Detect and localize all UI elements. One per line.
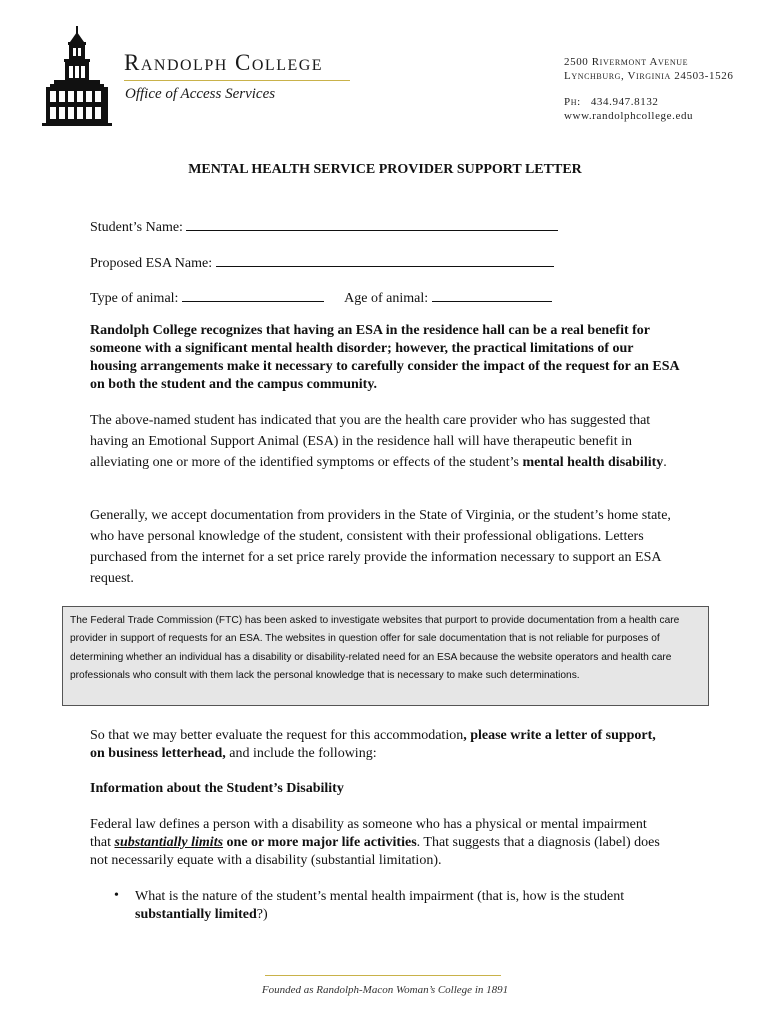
documentation-paragraph: Generally, we accept documentation from providers in the State of Virginia, or the student’s home state, who have personal knowledge of the student, consistent with their professional obligations. Letters purchased from the internet for a set price rarely provide the information necessary to support an ESA request. [90, 508, 671, 586]
bullet-end: ?) [256, 907, 268, 922]
office-name: Office of Access Services [125, 86, 276, 102]
federal-law-bold: one or more major life activities [223, 835, 417, 850]
college-name: Randolph College [124, 50, 324, 75]
esa-name-field[interactable] [90, 252, 554, 272]
request-bold: , please write a letter of support, on business letterhead, [90, 728, 656, 761]
federal-law-paragraph [90, 816, 660, 870]
bullet-item [135, 888, 695, 924]
website[interactable]: www.randolphcollege.edu [564, 110, 694, 122]
esa-name-label: Proposed ESA Name: [90, 256, 213, 271]
request-paragraph [90, 727, 660, 763]
substantially-limits-text: substantially limits [114, 835, 224, 850]
bullet-dot: • [114, 888, 119, 903]
ftc-notice-text: The Federal Trade Commission (FTC) has been asked to investigate websites that purport to provide documentation from a health care provider in support of requests for an ESA. The websites in question offer for sale documentation that is not reliable for purposes of determining whether an individual has a disability or disability-related need for an ESA because the website operators and health care professionals who consult with them lack the personal knowledge that is necessary to make such determinations. [70, 615, 680, 682]
provider-paragraph-end: . [663, 455, 667, 470]
footer-rule [265, 975, 501, 976]
federal-law-text: Federal law defines a person with a disability as someone who has a physical or mental impairment that [90, 817, 647, 850]
esa-name-blank[interactable] [216, 252, 554, 267]
address-line-1: 2500 Rivermont Avenue [564, 56, 689, 68]
document-title: MENTAL HEALTH SERVICE PROVIDER SUPPORT LETTER [188, 162, 582, 177]
header-rule [124, 80, 350, 81]
address-line-2: Lynchburg, Virginia 24503-1526 [564, 70, 734, 82]
phone-label: Ph: [564, 96, 581, 108]
phone-number: 434.947.8132 [590, 96, 659, 108]
student-name-label: Student’s Name: [90, 220, 183, 235]
bullet-text: What is the nature of the student’s mental health impairment (that is, how is the student [135, 889, 625, 904]
animal-fields[interactable] [90, 287, 552, 307]
federal-law-end: . That suggests that a diagnosis (label) does not necessarily equate with a disability (substantial limitation). [90, 835, 660, 868]
intro-paragraph: Randolph College recognizes that having an ESA in the residence hall can be a real benefit for someone with a significant mental health disorder; however, the practical limitations of our housing arrangements make it necessary to carefully consider the impact of the request for an ESA on both the student and the campus community. [90, 323, 679, 392]
ftc-notice-box [62, 606, 709, 706]
provider-paragraph [90, 410, 680, 473]
student-name-field[interactable] [90, 216, 558, 236]
animal-type-label: Type of animal: [90, 291, 179, 306]
animal-age-label: Age of animal: [344, 291, 429, 306]
request-text: So that we may better evaluate the request for this accommodation [90, 728, 464, 743]
request-end: and include the following: [225, 746, 377, 761]
footer-text: Founded as Randolph-Macon Woman’s College in 1891 [261, 984, 509, 996]
bell-tower-icon [40, 24, 118, 128]
provider-paragraph-text: The above-named student has indicated that you are the health care provider who has suggested that having an Emotional Support Animal (ESA) in the residence hall will have therapeutic benefit in alleviating one or more of the identified symptoms or effects of the student’s [90, 413, 651, 470]
animal-type-blank[interactable] [182, 287, 324, 302]
provider-paragraph-bold: mental health disability [522, 455, 664, 470]
section-heading: Information about the Student’s Disability [90, 781, 344, 796]
student-name-blank[interactable] [186, 216, 558, 231]
animal-age-blank[interactable] [432, 287, 552, 302]
phone-line [564, 96, 659, 108]
bullet-bold: substantially limited [135, 907, 257, 922]
